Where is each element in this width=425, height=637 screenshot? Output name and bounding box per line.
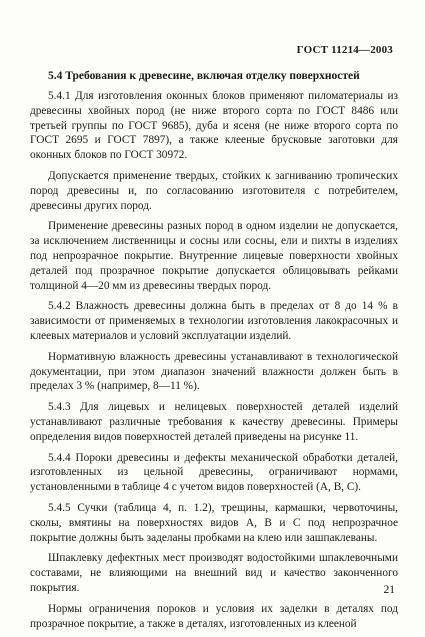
section-title: 5.4 Требования к древесине, включая отделку поверхностей xyxy=(48,70,360,82)
paragraph-5-4-5: 5.4.5 Сучки (таблица 4, п. 1.2), трещины, кармашки, червоточины, сколы, вмятины на поверхностях видов А, В и С под непрозрачное покрытие должны быть заделаны пробками на клею или зашпаклеваны. xyxy=(30,501,398,544)
paragraph-mixed-species: Применение древесины разных пород в одном изделии не допускается, за исключением лиственницы и сосны или сосны, ели и пихты в изделиях под непрозрачное покрытие. Внутренние лицевые поверхности хвойных деталей под прозрачное покрытие допускается облицовывать рейками толщиной 4—20 мм из древесины твердых пород. xyxy=(30,220,398,292)
paragraph-moisture-norm: Нормативную влажность древесины устанавливают в технологической документации, при этом диапазон значений влажности должен быть в пределах 3 % (например, 8—11 %). xyxy=(30,350,398,393)
paragraph-defect-limits: Нормы ограничения пороков и условия их заделки в деталях под прозрачное покрытие, а также в деталях, изготовленных из клееной xyxy=(30,602,398,630)
paragraph-tropical-woods: Допускается применение твердых, стойких к загниванию тропических пород древесины и, по согласованию изготовителя с потребителем, древесины других пород. xyxy=(30,169,398,212)
paragraph-5-4-2: 5.4.2 Влажность древесины должна быть в пределах от 8 до 14 % в зависимости от применяемых в технологии изготовления лакокрасочных и клеевых материалов и условий эксплуатации изделий. xyxy=(30,300,398,342)
paragraph-5-4-4: 5.4.4 Пороки древесины и дефекты механической обработки деталей, изготовленных из цельной древесины, ограничивают нормами, установленными в таблице 4 с учетом видов поверхностей (А, В, С). xyxy=(30,451,398,494)
standard-header: ГОСТ 11214—2003 xyxy=(296,44,393,56)
paragraph-5-4-3: 5.4.3 Для лицевых и нелицевых поверхностей деталей изделий устанавливают различные требования к качеству древесины. Примеры определения видов поверхностей деталей приведены на рисунке 11. xyxy=(30,401,398,443)
body-text xyxy=(30,89,398,637)
paragraph-5-4-1: 5.4.1 Для изготовления оконных блоков применяют пиломатериалы из древесины хвойных пород (не ниже второго сорта по ГОСТ 8486 или третьей группы по ГОСТ 9685), дуба и ясеня (не ниже второго сорта по ГОСТ 2695 и ГОСТ 7897), а также клееные брусковые заготовки для оконных блоков по ГОСТ 30972. xyxy=(30,90,398,162)
paragraph-putty: Шпаклевку дефектных мест производят водостойкими шпаклевочными составами, не влияющими на внешний вид и качество законченного покрытия. xyxy=(30,552,398,594)
page-number: 21 xyxy=(383,584,395,596)
